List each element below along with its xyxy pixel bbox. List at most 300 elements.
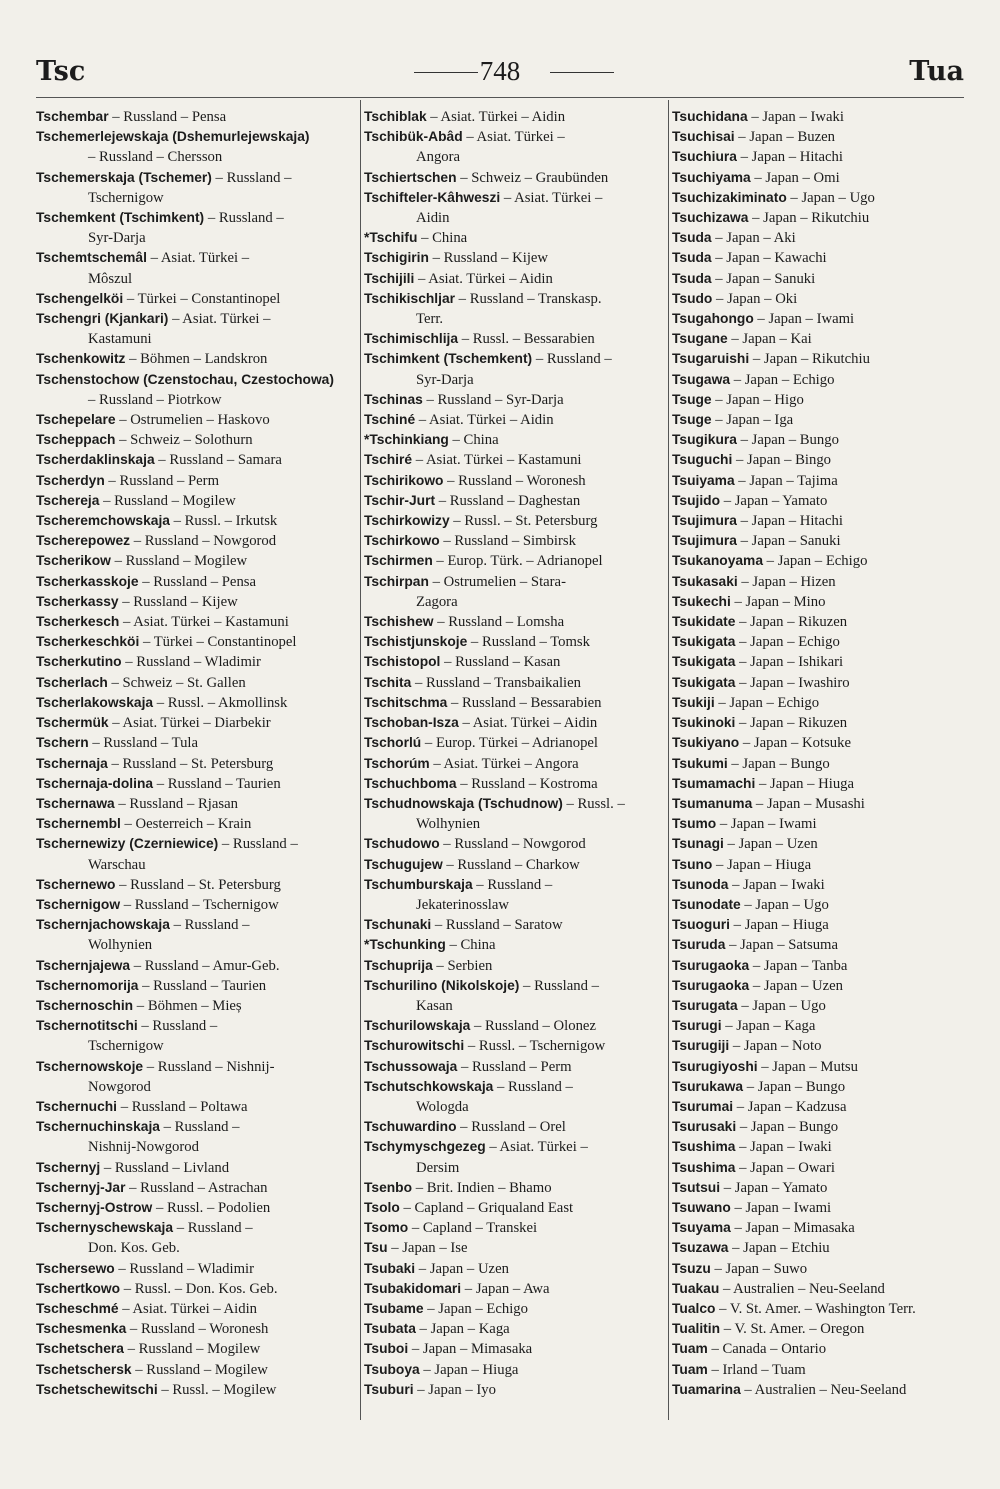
place-name: Tsuwano [672,1199,731,1215]
place-name: Tschikischljar [364,290,455,306]
place-location: – Japan – Uzen [749,977,843,994]
place-name: Tsudo [672,290,713,306]
gazetteer-entry [36,289,356,309]
place-name: Tschurowitschi [364,1038,465,1054]
place-name: Tschermük [36,715,109,731]
place-location: – Japan – Iwaki [747,109,844,125]
place-location: – Japan – Tanba [749,957,848,974]
place-name: Tschiertschen [364,169,457,185]
gazetteer-entry [364,390,664,410]
running-head-left: Tsc [36,56,86,87]
place-location: – Schweiz – Graubünden [456,169,609,186]
place-location: – V. St. Amer. – Oregon [720,1321,865,1338]
place-name: Tschumburskaja [364,876,473,892]
place-location-continued: Kasan [416,997,453,1014]
place-location: – Japan – Hiuga [730,917,829,934]
gazetteer-entry [672,834,966,854]
gazetteer-entry [364,471,664,491]
place-name: Tschemerskaja (Tschemer) [36,169,212,185]
place-name: Tschiré [364,452,413,468]
place-name: Tsunagi [672,836,724,852]
gazetteer-entry [36,1158,356,1178]
place-location-continued: – Russland – Piotrkow [88,391,222,408]
place-location: – Japan – Hizen [737,573,836,590]
place-location: – Russland – Kijew [118,593,238,610]
place-name: Tsutsui [672,1179,721,1195]
place-location: – Russland – [204,210,284,227]
place-location: – Russl. – Don. Kos. Geb. [120,1280,278,1297]
gazetteer-entry [364,1339,664,1359]
place-location: – Japan – Ugo [786,189,875,206]
gazetteer-entry [672,1057,966,1077]
place-location-continued: Don. Kos. Geb. [88,1240,180,1257]
place-location: – Russland – Transbaikalien [411,674,582,691]
place-location: – Japan – Mutsu [757,1058,858,1075]
place-name: Tschimischlija [364,331,459,347]
place-name: Tsuruda [672,937,726,953]
place-name: Tschirkowo [364,533,440,549]
place-name: Tsurukawa [672,1078,744,1094]
place-location: – Capland – Griqualand East [399,1199,574,1216]
place-location: – Japan – Iga [711,412,794,429]
place-name: Tsuge [672,412,712,428]
gazetteer-entry [364,531,664,551]
place-name: Tsuzawa [672,1240,729,1256]
page-number: 748 [479,56,521,86]
place-name: Tschernotitschi [36,1018,138,1034]
place-location: – Europ. Türkei – Adrianopel [421,735,599,752]
place-location: – Russland – [532,351,612,368]
place-location-continued: Kastamuni [88,331,152,348]
place-name: Tsuboi [364,1341,409,1357]
place-name: Tsuzu [672,1260,711,1276]
place-name: Tscherkeschköi [36,634,140,650]
place-location-continued: Terr. [416,311,444,328]
place-location-continued: Warschau [88,856,146,873]
place-location: – Russland – Perm [104,472,219,489]
place-name: Tsurumai [672,1098,734,1114]
gazetteer-entry [36,1198,356,1218]
gazetteer-entry [364,329,664,349]
place-name: Tschernjachowskaja [36,917,170,933]
place-name: Tsugikura [672,432,737,448]
place-location: – Russland – Mogilew [131,1361,268,1378]
place-name: Tschirmen [364,553,433,569]
gazetteer-entry [672,1319,966,1339]
gazetteer-entry [364,430,664,450]
place-location: – Russland – Orel [456,1119,566,1136]
place-location: – Russland – Olonez [470,1018,596,1035]
place-location: – Türkei – Constantinopel [123,290,281,307]
gazetteer-entry [364,693,664,713]
gazetteer-entry [364,1016,664,1036]
gazetteer-entry [672,1097,966,1117]
place-name: Tsukidate [672,614,736,630]
place-location: – Europ. Türk. – Adrianopel [432,553,603,570]
gazetteer-entry [364,188,664,228]
gazetteer-entry [364,1057,664,1077]
place-location: – V. St. Amer. – Washington Terr. [715,1300,916,1317]
gazetteer-entry [672,1158,966,1178]
place-location: – Australien – Neu-Seeland [740,1381,907,1398]
place-name: Tsomo [364,1220,409,1236]
place-name: Tsushima [672,1159,736,1175]
place-location: – Russland – Taurien [138,977,267,994]
place-location: – Asiat. Türkei – Angora [429,755,579,772]
place-name: Tscheremchowskaja [36,513,170,529]
gazetteer-entry [364,450,664,470]
place-name: Tsurugata [672,997,738,1013]
gazetteer-entry [36,208,356,248]
place-name: Tsuge [672,391,712,407]
place-location: – Russland – Pensa [138,573,257,590]
gazetteer-entry [364,855,664,875]
place-name: Tsurugiji [672,1038,730,1054]
place-name: Tscherlach [36,674,108,690]
place-location-continued: Syr-Darja [416,371,474,388]
gazetteer-entry [672,673,966,693]
place-location: – Asiat. Türkei – [500,189,603,206]
place-location: – Serbien [432,957,493,974]
place-name: Tuam [672,1361,708,1377]
place-name: Tschernuchinskaja [36,1119,160,1135]
place-location: – Russland – [159,1119,240,1136]
gazetteer-entry [672,1198,966,1218]
place-location: – Russland – Transkasp. [455,290,602,307]
place-location: – Japan – Iwami [716,816,817,833]
gazetteer-entry [36,471,356,491]
place-name: Tsukiji [672,694,715,710]
place-location: – Japan – Mino [730,593,826,610]
place-name: Tschernigow [36,896,121,912]
place-name: Tsolo [364,1199,400,1215]
place-location: – Asiat. Türkei – Diarbekir [108,715,271,732]
place-location-continued: Wologda [416,1098,469,1115]
place-name: Tschernoschin [36,997,134,1013]
gazetteer-entry [364,632,664,652]
place-name: Tsunoda [672,876,729,892]
place-name: Tschernyschewskaja [36,1220,174,1236]
place-name: Tsuno [672,856,713,872]
place-name: Tschetschersk [36,1361,132,1377]
gazetteer-entry [36,673,356,693]
place-name: Tschir-Jurt [364,492,436,508]
gazetteer-entry [672,228,966,248]
gazetteer-entry [364,349,664,389]
gazetteer-entry [364,1218,664,1238]
place-name: Tsukumi [672,755,728,771]
gazetteer-entry [364,1198,664,1218]
column-divider-2 [668,100,669,1420]
gazetteer-entry [364,1380,664,1400]
place-location-continued: Tschernigow [88,189,164,206]
place-name: Tschemerlejewskaja (Dshemurlejewskaja) [36,129,310,145]
place-location: – Ostrumelien – Haskovo [115,412,270,429]
gazetteer-entry [672,976,966,996]
gazetteer-entry [672,592,966,612]
place-location: – Asiat. Türkei – Aidin [458,715,598,732]
place-location: – Russland – Mogilew [99,492,236,509]
gazetteer-entry [36,248,356,288]
gazetteer-entry [672,1299,966,1319]
place-name: Tsuda [672,270,712,286]
place-name: Tscherkassy [36,593,119,609]
gazetteer-entry [672,289,966,309]
place-location: – Japan – Kaga [415,1321,510,1338]
place-name: Tschernowskoje [36,1058,144,1074]
place-name: Tschibük-Abâd [364,129,463,145]
place-name: Tschutschkowskaja [364,1078,494,1094]
gazetteer-entry [672,1178,966,1198]
place-name: Tschinas [364,391,423,407]
place-name: Tscheschmé [36,1300,119,1316]
gazetteer-entry [364,612,664,632]
gazetteer-entry [36,168,356,208]
gazetteer-entry [672,794,966,814]
place-location: – Japan – Bungo [743,1078,846,1095]
gazetteer-entry [672,875,966,895]
gazetteer-entry [672,188,966,208]
place-location: – Japan – Musashi [752,795,865,812]
gazetteer-entry [672,471,966,491]
gazetteer-entry [672,127,966,147]
place-name: Tsukigata [672,654,736,670]
place-name: Tschunaki [364,917,432,933]
gazetteer-entry [672,450,966,470]
gazetteer-entry [364,511,664,531]
place-name: Tschirikowo [364,472,444,488]
place-location: – Japan – Iwashiro [735,674,850,691]
gazetteer-entry [672,410,966,430]
place-location: – Türkei – Constantinopel [139,634,297,651]
place-name: Tsuda [672,230,712,246]
place-name: Tualitin [672,1321,721,1337]
gazetteer-entry [672,168,966,188]
place-location: – Japan – Bingo [732,452,832,469]
place-name: Tscheppach [36,432,116,448]
gazetteer-entry [364,551,664,571]
place-location: – Asiat. Türkei – [462,129,565,146]
gazetteer-entry [36,774,356,794]
gazetteer-entry [36,1319,356,1339]
place-name: Tschernewo [36,876,116,892]
gazetteer-entry [364,1137,664,1177]
place-location: – China [417,230,468,247]
gazetteer-entry [672,1259,966,1279]
place-name: Tschernyj-Jar [36,1179,126,1195]
gazetteer-entry [36,491,356,511]
place-location: – Capland – Transkei [408,1220,538,1237]
place-name: Tschepelare [36,412,116,428]
place-name: Tsujimura [672,513,737,529]
gazetteer-entry [364,733,664,753]
place-location: – Russland – Tschernigow [120,896,279,913]
place-location: – Russland – Poltawa [117,1098,248,1115]
gazetteer-entry [672,754,966,774]
place-location: – Japan – Rikutchiu [749,351,870,368]
place-location-continued: Nowgorod [88,1078,151,1095]
place-location: – Japan – Hiuga [712,856,812,873]
place-location: – Japan – Echigo [735,634,840,651]
place-location: – Japan – Satsuma [725,937,838,954]
place-name: Tschita [364,674,412,690]
gazetteer-entry [36,1097,356,1117]
gazetteer-entry [672,733,966,753]
place-location: – Japan – Etchiu [728,1240,830,1257]
place-location: – Japan – Mimasaka [408,1341,533,1358]
place-name: Tsukiyano [672,735,740,751]
gazetteer-entry [36,1016,356,1056]
place-location: – Japan – Awa [461,1280,550,1297]
place-location: – Russl. – Irkutsk [169,513,278,530]
place-name: Tschertkowo [36,1280,121,1296]
place-location: – Japan – Echigo [763,553,868,570]
place-name: Tschudnowskaja (Tschudnow) [364,795,563,811]
place-name: Tschenstochow (Czenstochau, Czestochowa) [36,371,334,387]
place-name: Tschurilowskaja [364,1018,471,1034]
place-location: – Russland – Nowgorod [130,533,277,550]
place-location: – Russland – Lomsha [433,614,565,631]
place-name: Tsujimura [672,533,737,549]
gazetteer-entry [672,1360,966,1380]
gazetteer-entry [672,309,966,329]
gazetteer-entry [36,1218,356,1258]
gazetteer-entry [672,107,966,127]
gazetteer-entry [364,1077,664,1117]
place-location: – Japan – Hiuga [755,775,855,792]
place-name: Tsukechi [672,593,731,609]
place-location-continued: Dersim [416,1159,460,1176]
gazetteer-entry [364,269,664,289]
place-name: Tscherkutino [36,654,122,670]
place-name: Tschernembl [36,816,121,832]
place-location: – Japan – Suwo [710,1260,808,1277]
gazetteer-entry [672,713,966,733]
gazetteer-entry [672,612,966,632]
column-middle [364,107,664,1400]
place-location: – Japan – Bungo [736,432,839,449]
gazetteer-entry [36,551,356,571]
gazetteer-entry [36,572,356,592]
place-name: Tschemkent (Tschimkent) [36,210,205,226]
gazetteer-entry [364,1319,664,1339]
place-name: Tscherikow [36,553,111,569]
place-location: – Japan – Oki [712,290,798,307]
place-name: *Tschinkiang [364,432,449,448]
gazetteer-entry [364,107,664,127]
gazetteer-entry [672,774,966,794]
place-location: – Schweiz – St. Gallen [107,674,246,691]
place-location: – Russland – Amur-Geb. [130,957,280,974]
place-location: – Russland – Daghestan [435,492,581,509]
gazetteer-entry [672,935,966,955]
place-location-continued: Wolhynien [88,937,153,954]
place-location: – Japan – Mimasaka [730,1220,855,1237]
gazetteer-entry [364,976,664,1016]
place-name: Tsumo [672,816,717,832]
gazetteer-entry [364,956,664,976]
place-location: – Irland – Tuam [707,1361,806,1378]
place-location: – Russland – Perm [457,1058,572,1075]
place-name: Tsumanuma [672,795,753,811]
place-location: – Japan – Ugo [740,896,829,913]
place-location: – Russl. – Mogilew [157,1381,277,1398]
gazetteer-entry [672,855,966,875]
gazetteer-entry [672,996,966,1016]
place-name: Tsurugiyoshi [672,1058,758,1074]
place-location: – Japan – Tajima [734,472,838,489]
gazetteer-entry [672,1016,966,1036]
place-location: – Japan – Higo [711,391,804,408]
gazetteer-entry [36,652,356,672]
gazetteer-entry [36,1117,356,1157]
place-location: – Japan – Echigo [730,371,835,388]
place-name: Tschigirin [364,250,429,266]
gazetteer-entry [36,309,356,349]
gazetteer-entry [36,632,356,652]
place-location-continued: Tschernigow [88,1038,164,1055]
column-divider-1 [360,100,361,1420]
gazetteer-entry [364,1178,664,1198]
gazetteer-entry [36,875,356,895]
gazetteer-entry [36,733,356,753]
place-location: – Russland – [211,169,292,186]
place-name: Tschimkent (Tschemkent) [364,351,533,367]
place-location: – Russland – [169,917,250,934]
gazetteer-entry [672,1218,966,1238]
place-name: Tuamarina [672,1381,741,1397]
place-name: Tsubata [364,1321,416,1337]
place-location: – Russland – Syr-Darja [422,391,564,408]
gazetteer-entry [36,127,356,167]
place-name: Tsuda [672,250,712,266]
place-location: – Russland – Livland [100,1159,230,1176]
gazetteer-entry [36,814,356,834]
place-name: Tschorlú [364,735,422,751]
gazetteer-entry [672,1279,966,1299]
place-location: – Japan – Ishikari [735,654,844,671]
gazetteer-entry [364,1238,664,1258]
gazetteer-entry [36,1380,356,1400]
place-name: Tsunodate [672,896,741,912]
place-name: Tschernaja-dolina [36,775,154,791]
place-location: – Russland – [218,836,298,853]
gazetteer-entry [364,915,664,935]
place-location: – Russland – Kostroma [456,775,598,792]
gazetteer-entry [36,1299,356,1319]
place-location: – Asiat. Türkei – [168,311,271,328]
place-location: – China [448,432,499,449]
place-name: Tschymyschgezeg [364,1139,486,1155]
place-name: Tsumamachi [672,775,756,791]
place-name: Tsuchisai [672,129,735,145]
place-location-continued: Syr-Darja [88,230,146,247]
place-name: Tscherlakowskaja [36,694,154,710]
place-location: – Russland – Taurien [153,775,281,792]
gazetteer-entry [36,713,356,733]
gazetteer-entry [36,794,356,814]
place-location: – Russl. – Bessarabien [458,331,595,348]
place-name: Tschenkowitz [36,351,126,367]
gazetteer-entry [364,774,664,794]
place-location: – Japan – Aki [711,230,796,247]
place-location: – Russland – Wladimir [121,654,261,671]
gazetteer-entry [36,511,356,531]
place-name: Tschernomorija [36,977,139,993]
place-location: – Russland – Nishnij- [143,1058,275,1075]
place-name: Tschetschera [36,1341,124,1357]
column-right [672,107,966,1400]
